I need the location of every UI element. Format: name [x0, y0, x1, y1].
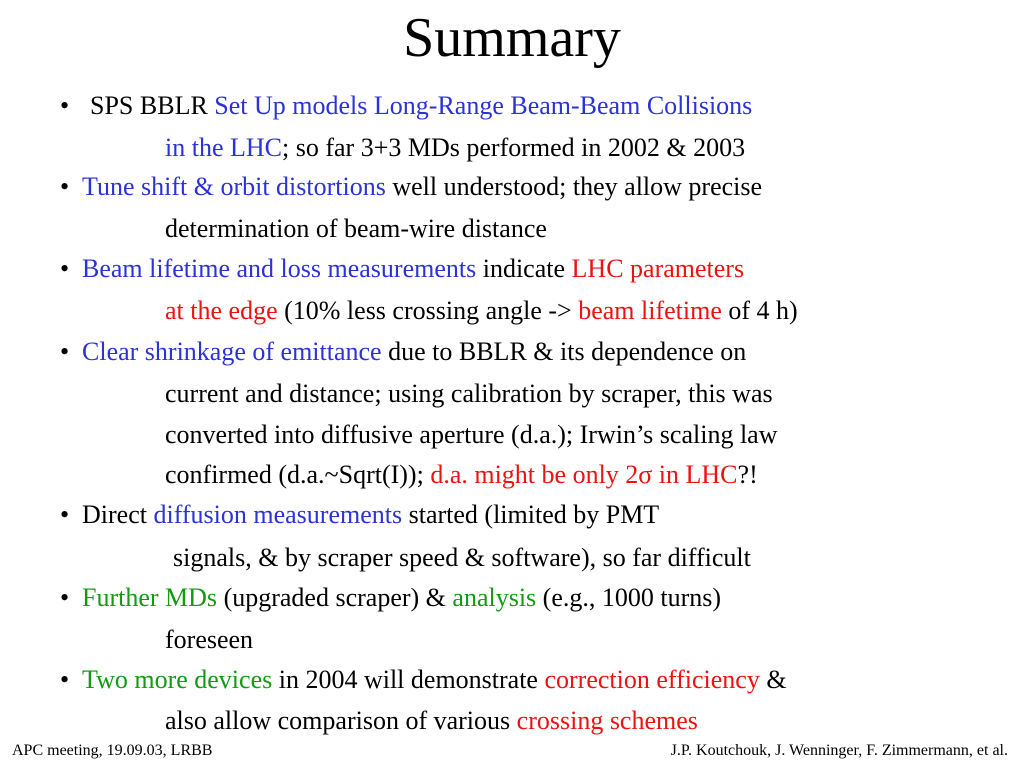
text-segment: beam lifetime: [578, 296, 722, 325]
bullet-6-line-2: [165, 627, 253, 653]
text-segment: LHC parameters: [571, 254, 745, 283]
bullet-marker: •: [60, 583, 70, 612]
bullet-4-line-4: [165, 462, 758, 488]
text-segment: SPS BBLR: [90, 91, 215, 120]
text-segment: Further MDs: [82, 583, 218, 612]
text-segment: d.a. might be only 2σ in LHC: [430, 460, 738, 489]
bullet-1-line-2: [165, 135, 745, 161]
bullet-marker: •: [60, 337, 70, 366]
bullet-marker: •: [60, 665, 70, 694]
bullet-marker: •: [60, 91, 70, 120]
text-segment: &: [759, 665, 787, 694]
bullet-5-line-1: [82, 502, 659, 528]
bullet-4-line-1: [82, 339, 746, 365]
text-segment: (10% less crossing angle ->: [277, 296, 579, 325]
text-segment: crossing schemes: [516, 706, 698, 735]
text-segment: in 2004 will demonstrate: [272, 665, 545, 694]
bullet-2-line-1: [82, 174, 762, 200]
text-segment: diffusion measurements: [153, 500, 403, 529]
footer-right: J.P. Koutchouk, J. Wenninger, F. Zimmermann, et al.: [670, 742, 1008, 759]
text-segment: analysis: [452, 583, 537, 612]
text-segment: Set Up models Long-Range Beam-Beam Collisions: [214, 91, 753, 120]
text-segment: (e.g., 1000 turns): [536, 583, 722, 612]
text-segment: of 4 h): [721, 296, 798, 325]
text-segment: Two more devices: [82, 665, 273, 694]
text-segment: converted into diffusive aperture (d.a.); Irwin’s scaling law: [165, 420, 778, 449]
text-segment: Tune shift & orbit distortions: [82, 172, 386, 201]
bullet-2-line-2: [165, 216, 547, 242]
footer-left: APC meeting, 19.09.03, LRBB: [12, 742, 213, 759]
bullet-4-line-3: [165, 422, 778, 448]
bullet-3-line-1: [82, 256, 744, 282]
bullet-7-line-1: [82, 667, 787, 693]
text-segment: Clear shrinkage of emittance: [82, 337, 382, 366]
slide-title: Summary: [403, 7, 621, 69]
text-segment: Direct: [82, 500, 154, 529]
text-segment: confirmed (d.a.~Sqrt(I));: [165, 460, 431, 489]
text-segment: in the LHC: [165, 133, 282, 162]
bullet-3-line-2: [165, 298, 798, 324]
text-segment: current and distance; using calibration by scraper, this was: [165, 379, 773, 408]
text-segment: well understood; they allow precise: [385, 172, 763, 201]
bullet-5-line-2: [173, 545, 751, 571]
bullet-1-line-1: [90, 93, 752, 119]
text-segment: Beam lifetime and loss measurements: [82, 254, 477, 283]
text-segment: indicate: [476, 254, 572, 283]
bullet-4-line-2: [165, 381, 773, 407]
text-segment: foreseen: [165, 625, 254, 654]
bullet-marker: •: [60, 500, 70, 529]
text-segment: due to BBLR & its dependence on: [381, 337, 747, 366]
text-segment: also allow comparison of various: [165, 706, 517, 735]
text-segment: (upgraded scraper) &: [217, 583, 453, 612]
text-segment: started (limited by PMT: [402, 500, 660, 529]
text-segment: signals, & by scraper speed & software), so far difficult: [173, 543, 751, 572]
text-segment: ?!: [737, 460, 758, 489]
text-segment: ; so far 3+3 MDs performed in 2002 & 2003: [282, 133, 746, 162]
text-segment: determination of beam-wire distance: [165, 214, 547, 243]
bullet-marker: •: [60, 172, 70, 201]
text-segment: at the edge: [165, 296, 278, 325]
bullet-6-line-1: [82, 585, 721, 611]
bullet-7-line-2: [165, 708, 698, 734]
bullet-marker: •: [60, 254, 70, 283]
text-segment: correction efficiency: [544, 665, 760, 694]
